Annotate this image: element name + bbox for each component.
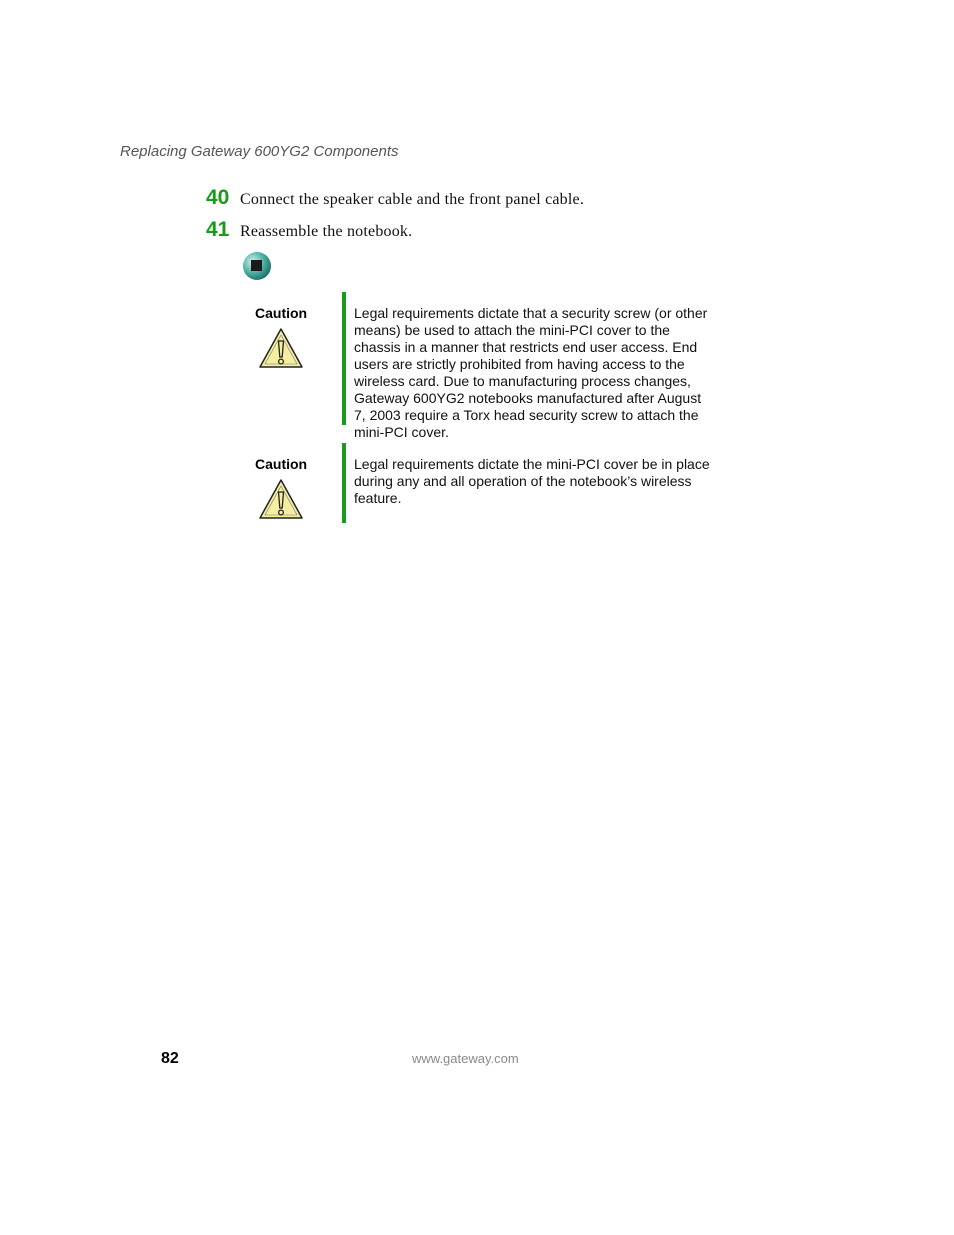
step-number: 40	[206, 186, 230, 209]
end-of-procedure-icon	[242, 251, 272, 281]
page-number: 82	[161, 1050, 179, 1067]
step-text: Reassemble the notebook.	[240, 223, 413, 240]
running-header: Replacing Gateway 600YG2 Components	[120, 143, 399, 160]
caution-label: Caution	[255, 456, 308, 472]
caution-block	[250, 456, 712, 532]
caution-label: Caution	[255, 305, 308, 321]
caution-divider	[342, 292, 346, 425]
caution-text: Legal requirements dictate that a security screw (or other means) be used to attach the mini-PCI cover to the chassis in a manner that restricts end user access. End users are strictly prohibited from having access to the wireless card. Due to manufacturing process changes, Gateway 600YG2 notebooks manufactured after August 7, 2003 require a Torx head security screw to attach the mini-PCI cover.	[354, 305, 708, 440]
caution-block	[250, 305, 712, 440]
warning-triangle-icon	[258, 478, 304, 520]
step-number: 41	[206, 218, 230, 241]
step-text: Connect the speaker cable and the front panel cable.	[240, 191, 585, 208]
caution-text: Legal requirements dictate the mini-PCI cover be in place during any and all operation of the notebook’s wireless feature.	[354, 456, 710, 506]
caution-divider	[342, 443, 346, 523]
step-41	[206, 218, 412, 242]
step-40	[206, 186, 584, 210]
warning-triangle-icon	[258, 327, 304, 369]
footer-url[interactable]: www.gateway.com	[412, 1051, 519, 1066]
